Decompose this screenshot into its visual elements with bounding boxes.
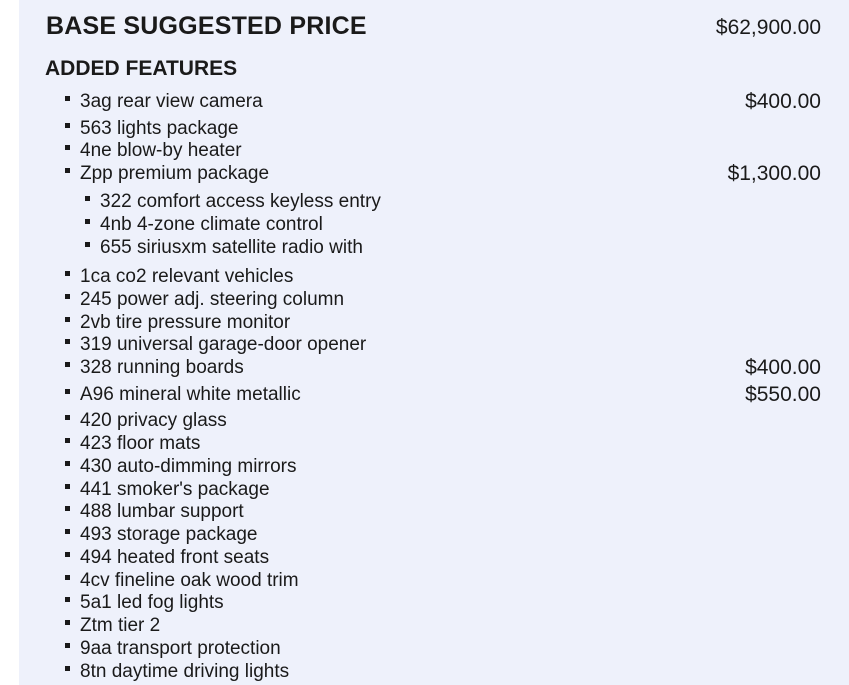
feature-name [65, 334, 366, 356]
list-item [65, 432, 821, 455]
feature-name [65, 357, 244, 379]
feature-price: $400.00 [745, 355, 821, 379]
list-item [65, 409, 821, 432]
list-item [65, 383, 821, 406]
feature-name [65, 661, 289, 683]
feature-name [65, 615, 160, 637]
list-item [65, 500, 821, 523]
base-price-value: $62,900.00 [715, 16, 821, 39]
base-price-row [46, 12, 821, 41]
feature-name [65, 570, 299, 592]
list-item [65, 523, 821, 546]
feature-label: 245 power adj. steering column [80, 288, 345, 310]
feature-label: 322 comfort access keyless entry [100, 190, 381, 212]
feature-label: Zpp premium package [80, 162, 270, 184]
feature-label: 493 storage package [80, 523, 258, 545]
bullet-icon [65, 168, 70, 173]
feature-label: 494 heated front seats [80, 546, 270, 568]
list-item [65, 90, 821, 113]
bullet-icon [65, 529, 70, 534]
bullet-icon [65, 96, 70, 101]
feature-name [65, 118, 238, 140]
feature-label: 8tn daytime driving lights [80, 660, 290, 682]
list-item [85, 190, 821, 213]
feature-label: 319 universal garage-door opener [80, 333, 367, 355]
bullet-icon [65, 317, 70, 322]
bullet-icon [65, 271, 70, 276]
bullet-icon [65, 389, 70, 394]
list-item [65, 162, 821, 185]
list-item [65, 614, 821, 637]
feature-name [85, 191, 381, 213]
feature-label: 430 auto-dimming mirrors [80, 455, 297, 477]
bullet-icon [65, 438, 70, 443]
feature-label: 4nb 4-zone climate control [100, 213, 323, 235]
bullet-icon [85, 242, 90, 247]
list-item [65, 569, 821, 592]
feature-label: 423 floor mats [80, 432, 201, 454]
list-item [65, 265, 821, 288]
feature-name [85, 214, 323, 236]
price-sheet [19, 0, 849, 685]
bullet-icon [65, 123, 70, 128]
feature-label: 563 lights package [80, 117, 239, 139]
added-features-title: ADDED FEATURES [45, 57, 238, 80]
list-item [65, 117, 821, 140]
feature-price: $1,300.00 [727, 161, 821, 185]
bullet-icon [65, 294, 70, 299]
bullet-icon [65, 643, 70, 648]
bullet-icon [65, 484, 70, 489]
feature-label: 420 privacy glass [80, 409, 227, 431]
feature-label: 4cv fineline oak wood trim [80, 569, 299, 591]
list-item [65, 311, 821, 334]
feature-name [65, 140, 242, 162]
feature-label: 441 smoker's package [80, 478, 270, 500]
list-item [65, 637, 821, 660]
bullet-icon [65, 597, 70, 602]
feature-label: 328 running boards [80, 356, 244, 378]
list-item [65, 546, 821, 569]
list-item [65, 333, 821, 356]
feature-name [65, 91, 263, 113]
feature-name [65, 456, 296, 478]
feature-name [65, 312, 290, 334]
bullet-icon [65, 620, 70, 625]
feature-name [65, 410, 227, 432]
feature-name [65, 384, 301, 406]
feature-label: 5a1 led fog lights [80, 591, 224, 613]
feature-name [65, 524, 257, 546]
bullet-icon [85, 219, 90, 224]
feature-name [65, 479, 270, 501]
bullet-icon [65, 362, 70, 367]
list-item [65, 288, 821, 311]
feature-name [65, 638, 281, 660]
bullet-icon [65, 666, 70, 671]
feature-label: 2vb tire pressure monitor [80, 311, 291, 333]
feature-label: 9aa transport protection [80, 637, 281, 659]
bullet-icon [85, 196, 90, 201]
list-item [65, 455, 821, 478]
feature-name [65, 592, 224, 614]
base-price-label: BASE SUGGESTED PRICE [46, 12, 367, 40]
feature-label: 1ca co2 relevant vehicles [80, 265, 294, 287]
feature-name [65, 163, 269, 185]
bullet-icon [65, 339, 70, 344]
list-item [85, 213, 821, 236]
feature-label: 655 siriusxm satellite radio with [100, 236, 363, 258]
feature-price: $400.00 [745, 89, 821, 113]
bullet-icon [65, 415, 70, 420]
bullet-icon [65, 575, 70, 580]
feature-label: 3ag rear view camera [80, 90, 263, 112]
list-item [85, 236, 821, 259]
bullet-icon [65, 506, 70, 511]
feature-name [85, 237, 363, 259]
list-item [65, 660, 821, 683]
feature-name [65, 501, 244, 523]
list-item [65, 356, 821, 379]
feature-label: 488 lumbar support [80, 500, 244, 522]
feature-name [65, 289, 344, 311]
list-item [65, 478, 821, 501]
feature-label: A96 mineral white metallic [80, 383, 301, 405]
feature-name [65, 433, 200, 455]
bullet-icon [65, 552, 70, 557]
list-item [65, 591, 821, 614]
feature-name [65, 266, 293, 288]
list-item [65, 139, 821, 162]
bullet-icon [65, 145, 70, 150]
feature-price: $550.00 [745, 382, 821, 406]
feature-name [65, 547, 269, 569]
feature-label: Ztm tier 2 [80, 614, 161, 636]
feature-label: 4ne blow-by heater [80, 139, 242, 161]
bullet-icon [65, 461, 70, 466]
